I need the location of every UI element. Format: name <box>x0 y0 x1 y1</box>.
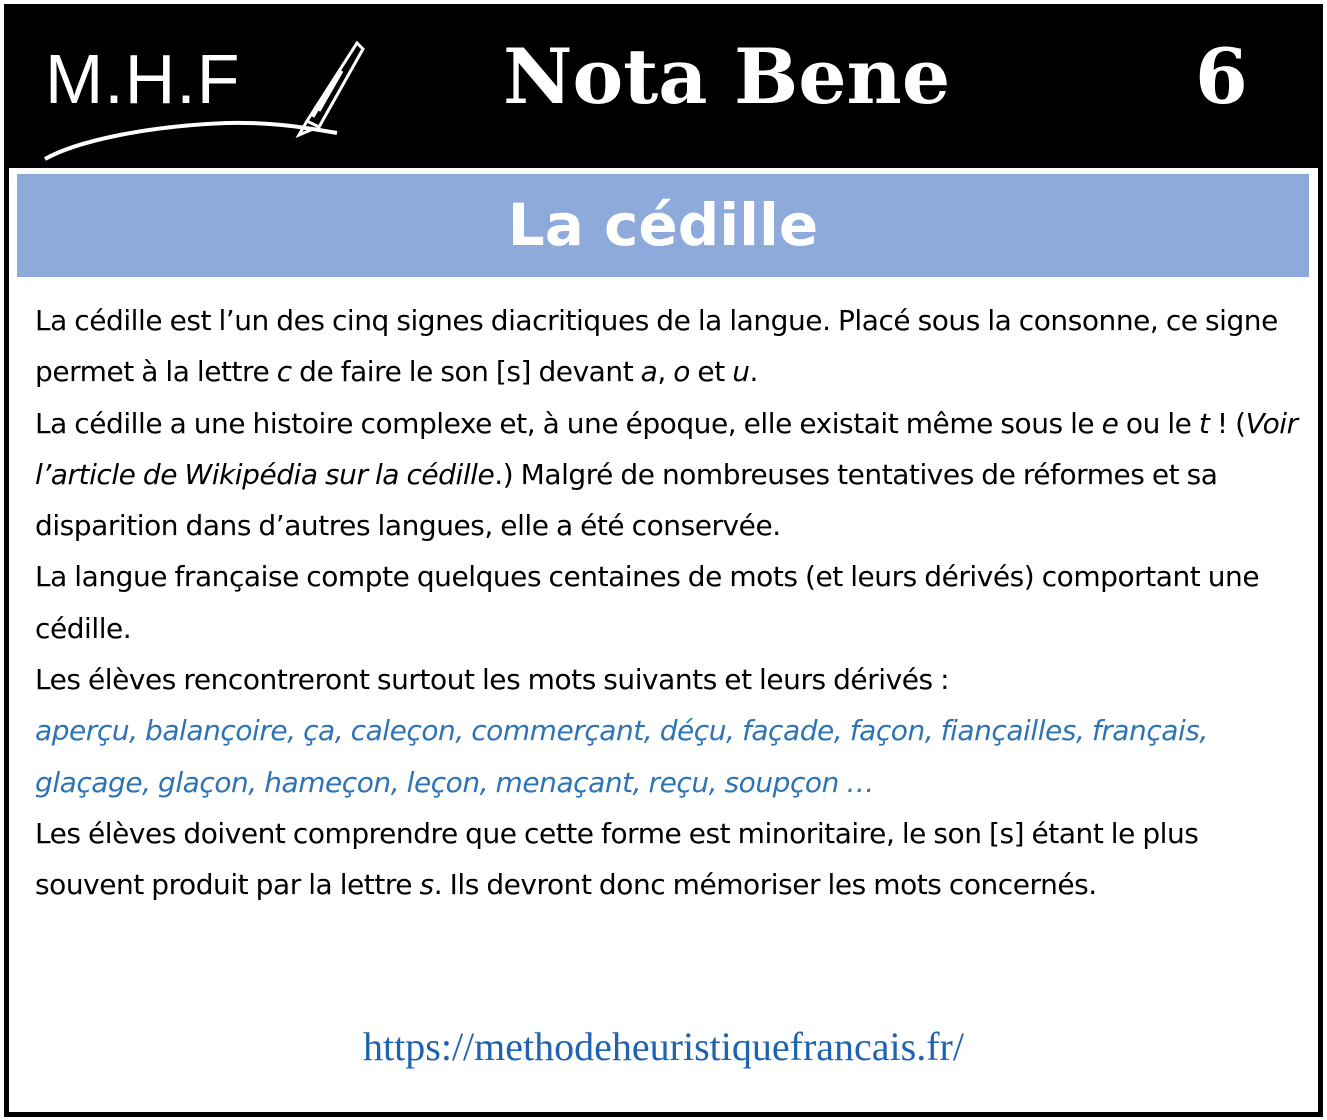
paragraph-count: La langue française compte quelques centaines de mots (et leurs dérivés) comportant une cédille. <box>35 560 1260 645</box>
italic-letter: s <box>419 868 434 902</box>
text-run: . Ils devront donc mémoriser les mots concernés. <box>433 868 1097 902</box>
paragraph-conclusion <box>35 808 1313 911</box>
text-run: de faire le son [s] devant <box>291 355 641 389</box>
logo-text: M.H.F <box>45 40 241 118</box>
italic-letter: o <box>673 355 690 389</box>
paragraph-history <box>35 398 1313 552</box>
brand-title: Nota Bene <box>503 32 951 121</box>
text-run: .) Malgré de nombreuses tentatives de réformes et sa disparition dans d’autres langues, elle a été conservée. <box>35 457 1218 543</box>
italic-letter: u <box>732 355 750 389</box>
nota-bene-card <box>4 4 1323 1117</box>
issue-number: 6 <box>1195 32 1248 121</box>
text-run: ! ( <box>1209 406 1246 440</box>
text-run: Les élèves doivent comprendre que cette forme est minoritaire, le son [s] étant le plus souvent produit par la lettre <box>35 816 1199 902</box>
text-run: ou le <box>1118 406 1199 440</box>
text-run: La cédille est l’un des cinq signes diacritiques de la langue. Placé sous la consonne, ce signe permet à la lettre <box>35 304 1278 389</box>
quill-icon <box>299 43 363 135</box>
paragraph-intro <box>35 295 1313 398</box>
text-run: La cédille a une histoire complexe et, à une époque, elle existait même sous le <box>35 406 1102 440</box>
topic-band <box>17 174 1309 277</box>
italic-letter: e <box>1101 406 1119 440</box>
italic-letter: t <box>1198 406 1210 440</box>
topic-title: La cédille <box>507 191 819 259</box>
mhf-logo <box>37 31 367 166</box>
wikipedia-reference: Voir l’article de Wikipédia sur la cédille <box>35 406 1298 491</box>
italic-letter: c <box>276 355 292 389</box>
italic-letter: a <box>640 355 658 389</box>
paragraph-words-intro: Les élèves rencontreront surtout les mots suivants et leurs dérivés : <box>35 663 950 697</box>
header-bar <box>9 9 1318 168</box>
text-run: . <box>749 355 758 389</box>
website-link[interactable]: https://methodeheuristiquefrancais.fr/ <box>363 1024 964 1069</box>
article-body <box>35 295 1313 911</box>
logo-swoosh <box>45 123 337 159</box>
word-list: aperçu, balançoire, ça, caleçon, commerçant, déçu, façade, façon, fiançailles, français, glaçage, glaçon, hameçon, leçon, menaçant, reçu, soupçon … <box>35 714 1208 799</box>
text-run: et <box>689 355 733 389</box>
text-run: , <box>657 355 674 389</box>
